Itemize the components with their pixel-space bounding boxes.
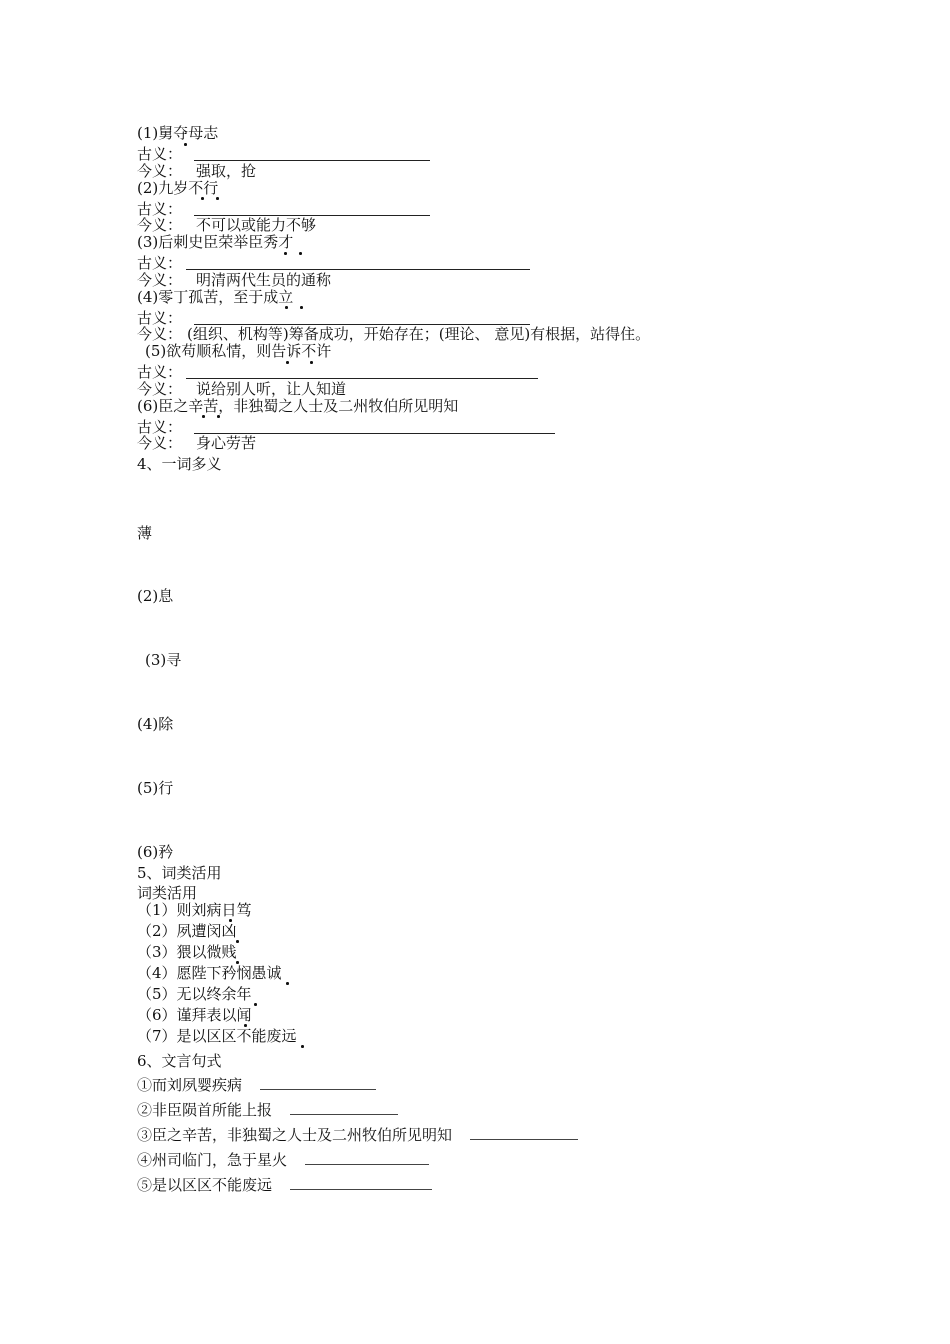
jinyi-label: 今义： <box>137 325 183 343</box>
polysemy-word: (4)除 <box>137 715 174 733</box>
vocab-item-title: (2)九岁不行 <box>137 179 219 197</box>
emphasis-dot <box>299 252 302 255</box>
sentence-pattern-item <box>137 1101 398 1119</box>
emphasis-dot <box>284 252 287 255</box>
emphasis-dot <box>254 1003 257 1006</box>
vocab-item-title: (3)后刺史臣荣举臣秀才 <box>137 233 294 251</box>
jinyi-text: 强取，抢 <box>196 162 257 180</box>
vocab-item-title: (6)臣之辛苦，非独蜀之人士及二州牧伯所见明知 <box>137 397 459 415</box>
jinyi-label: 今义： <box>137 434 183 452</box>
word-class-item: （5）无以终余年 <box>137 985 252 1003</box>
guyi-label: 古义： <box>137 145 183 163</box>
sentence-pattern-text: ④州司临门，急于星火 <box>137 1151 288 1169</box>
guyi-answer-line[interactable] <box>194 160 430 161</box>
sentence-pattern-item <box>137 1076 376 1094</box>
guyi-label: 古义： <box>137 309 183 327</box>
jinyi-text: (组织、机构等)筹备成功，开始存在；(理论、 意见)有根据，站得住。 <box>187 325 651 343</box>
emphasis-dot <box>286 982 289 985</box>
word-class-item: （7）是以区区不能废远 <box>137 1027 297 1045</box>
answer-blank[interactable] <box>305 1152 429 1165</box>
section-heading-word-class: 5、词类活用 <box>137 864 222 882</box>
jinyi-text: 说给别人听，让人知道 <box>196 380 347 398</box>
jinyi-label: 今义： <box>137 216 183 234</box>
word-class-item: （1）则刘病日笃 <box>137 901 252 919</box>
guyi-label: 古义： <box>137 200 183 218</box>
polysemy-word: (5)行 <box>137 779 174 797</box>
sentence-pattern-item <box>137 1151 429 1169</box>
vocab-item-title: (1)舅夺母志 <box>137 124 219 142</box>
guyi-answer-line[interactable] <box>186 269 530 270</box>
polysemy-word: (3)寻 <box>145 651 182 669</box>
jinyi-text: 不可以或能力不够 <box>196 216 317 234</box>
emphasis-dot <box>201 197 204 200</box>
sentence-pattern-item <box>137 1126 578 1144</box>
word-class-subheading: 词类活用 <box>137 884 198 902</box>
emphasis-dot <box>216 197 219 200</box>
sentence-pattern-text: ⑤是以区区不能废远 <box>137 1176 273 1194</box>
answer-blank[interactable] <box>290 1177 432 1190</box>
emphasis-dot <box>184 143 187 146</box>
sentence-pattern-text: ③臣之辛苦，非独蜀之人士及二州牧伯所见明知 <box>137 1126 453 1144</box>
sentence-pattern-item <box>137 1176 432 1194</box>
emphasis-dot <box>217 415 220 418</box>
sentence-pattern-text: ①而刘夙婴疾病 <box>137 1076 243 1094</box>
emphasis-dot <box>286 361 289 364</box>
answer-blank[interactable] <box>470 1127 578 1140</box>
vocab-item-title: (4)零丁孤苦，至于成立 <box>137 288 294 306</box>
guyi-label: 古义： <box>137 363 183 381</box>
polysemy-word: 薄 <box>137 524 153 542</box>
jinyi-text: 身心劳苦 <box>196 434 257 452</box>
guyi-label: 古义： <box>137 418 183 436</box>
section-heading-polysemy: 4、一词多义 <box>137 455 222 473</box>
answer-blank[interactable] <box>290 1102 398 1115</box>
jinyi-label: 今义： <box>137 271 183 289</box>
emphasis-dot <box>285 306 288 309</box>
word-class-item: （4）愿陛下矜悯愚诚 <box>137 964 282 982</box>
word-class-item: （6）谨拜表以闻 <box>137 1006 252 1024</box>
jinyi-label: 今义： <box>137 380 183 398</box>
polysemy-word: (6)矜 <box>137 843 174 861</box>
jinyi-label: 今义： <box>137 162 183 180</box>
sentence-pattern-text: ②非臣陨首所能上报 <box>137 1101 273 1119</box>
word-class-item: （3）猥以微贱 <box>137 943 237 961</box>
answer-blank[interactable] <box>260 1077 376 1090</box>
emphasis-dot <box>301 1045 304 1048</box>
vocab-item-title: (5)欲苟顺私情，则告诉不许 <box>145 342 332 360</box>
guyi-label: 古义： <box>137 254 183 272</box>
emphasis-dot <box>300 306 303 309</box>
emphasis-dot <box>202 415 205 418</box>
guyi-answer-line[interactable] <box>186 378 538 379</box>
section-heading-sentence-patterns: 6、文言句式 <box>137 1052 222 1070</box>
emphasis-dot <box>310 361 313 364</box>
word-class-item: （2）夙遭闵凶 <box>137 922 237 940</box>
jinyi-text: 明清两代生员的通称 <box>196 271 332 289</box>
polysemy-word: (2)息 <box>137 587 174 605</box>
